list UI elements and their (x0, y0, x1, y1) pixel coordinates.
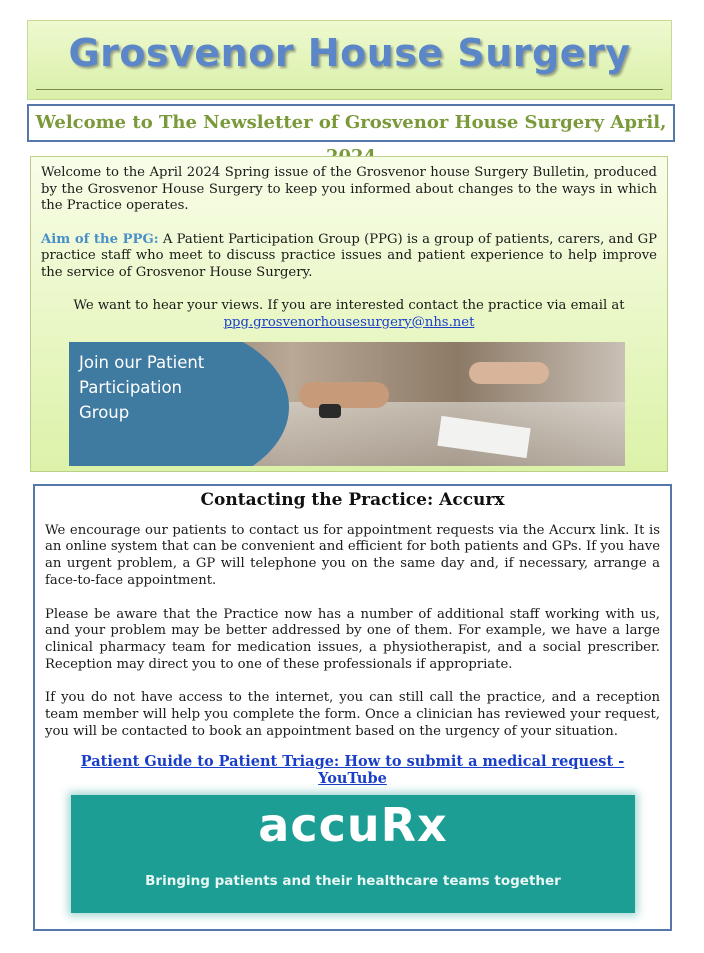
header-divider (36, 89, 663, 90)
contact-paragraph: If you do not have access to the internet, you can still call the practice, and a reception team member will help you complete the form. Once a clinician has reviewed your request, you will be contacted to book an appointment based on the urgency of your situation. (45, 690, 660, 739)
intro-paragraph: Welcome to the April 2024 Spring issue of the Grosvenor house Surgery Bulletin, produced by the Grosvenor House Surgery to keep you informed about changes to the ways in which the Practice operates. (41, 165, 657, 213)
ppg-aim-paragraph (41, 232, 657, 282)
ppg-banner-text (79, 350, 204, 425)
accurx-logo-banner (71, 795, 635, 913)
ppg-aim-label: Aim of the PPG: (41, 231, 159, 247)
intro-section (30, 156, 668, 472)
accurx-tagline: Bringing patients and their healthcare teams together (145, 873, 561, 889)
ppg-email-link[interactable]: ppg.grosvenorhousesurgery@nhs.net (223, 314, 475, 330)
newsletter-header (27, 20, 672, 100)
page-title: Grosvenor House Surgery (68, 31, 631, 75)
contact-section (33, 484, 672, 931)
accurx-logo: accuRx (258, 798, 448, 852)
contact-paragraph: Please be aware that the Practice now has a number of additional staff working with us, and your problem may be better addressed by one of them. For example, we have a large clinical pharmacy team for medication issues, a physiotherapist, and a social prescriber. Reception may direct you to one of these professionals if appropriate. (45, 606, 660, 672)
contact-paragraph: We encourage our patients to contact us for appointment requests via the Accurx link. It is an online system that can be convenient and efficient for both patients and GPs. If you have an urgent problem, a GP will telephone you on the same day and, if necessary, arrange a face-to-face appointment. (45, 522, 660, 588)
ppg-aim-text: A Patient Participation Group (PPG) is a group of patients, carers, and GP practice staff who meet to discuss practice issues and patient experience to help improve the service of Grosvenor House Surgery. (41, 231, 657, 280)
youtube-guide-link[interactable]: Patient Guide to Patient Triage: How to submit a medical request - YouTube (80, 753, 625, 788)
ppg-banner-image (69, 342, 625, 466)
ppg-banner-line: Join our Patient (79, 353, 205, 372)
welcome-banner: Welcome to The Newsletter of Grosvenor House Surgery April, (27, 104, 675, 142)
ppg-banner-line: Group (79, 403, 130, 422)
views-text: We want to hear your views. If you are interested contact the practice via email at (73, 298, 625, 313)
ppg-banner-line: Participation (79, 378, 183, 397)
contact-heading: Contacting the Practice: Accurx (200, 490, 505, 510)
